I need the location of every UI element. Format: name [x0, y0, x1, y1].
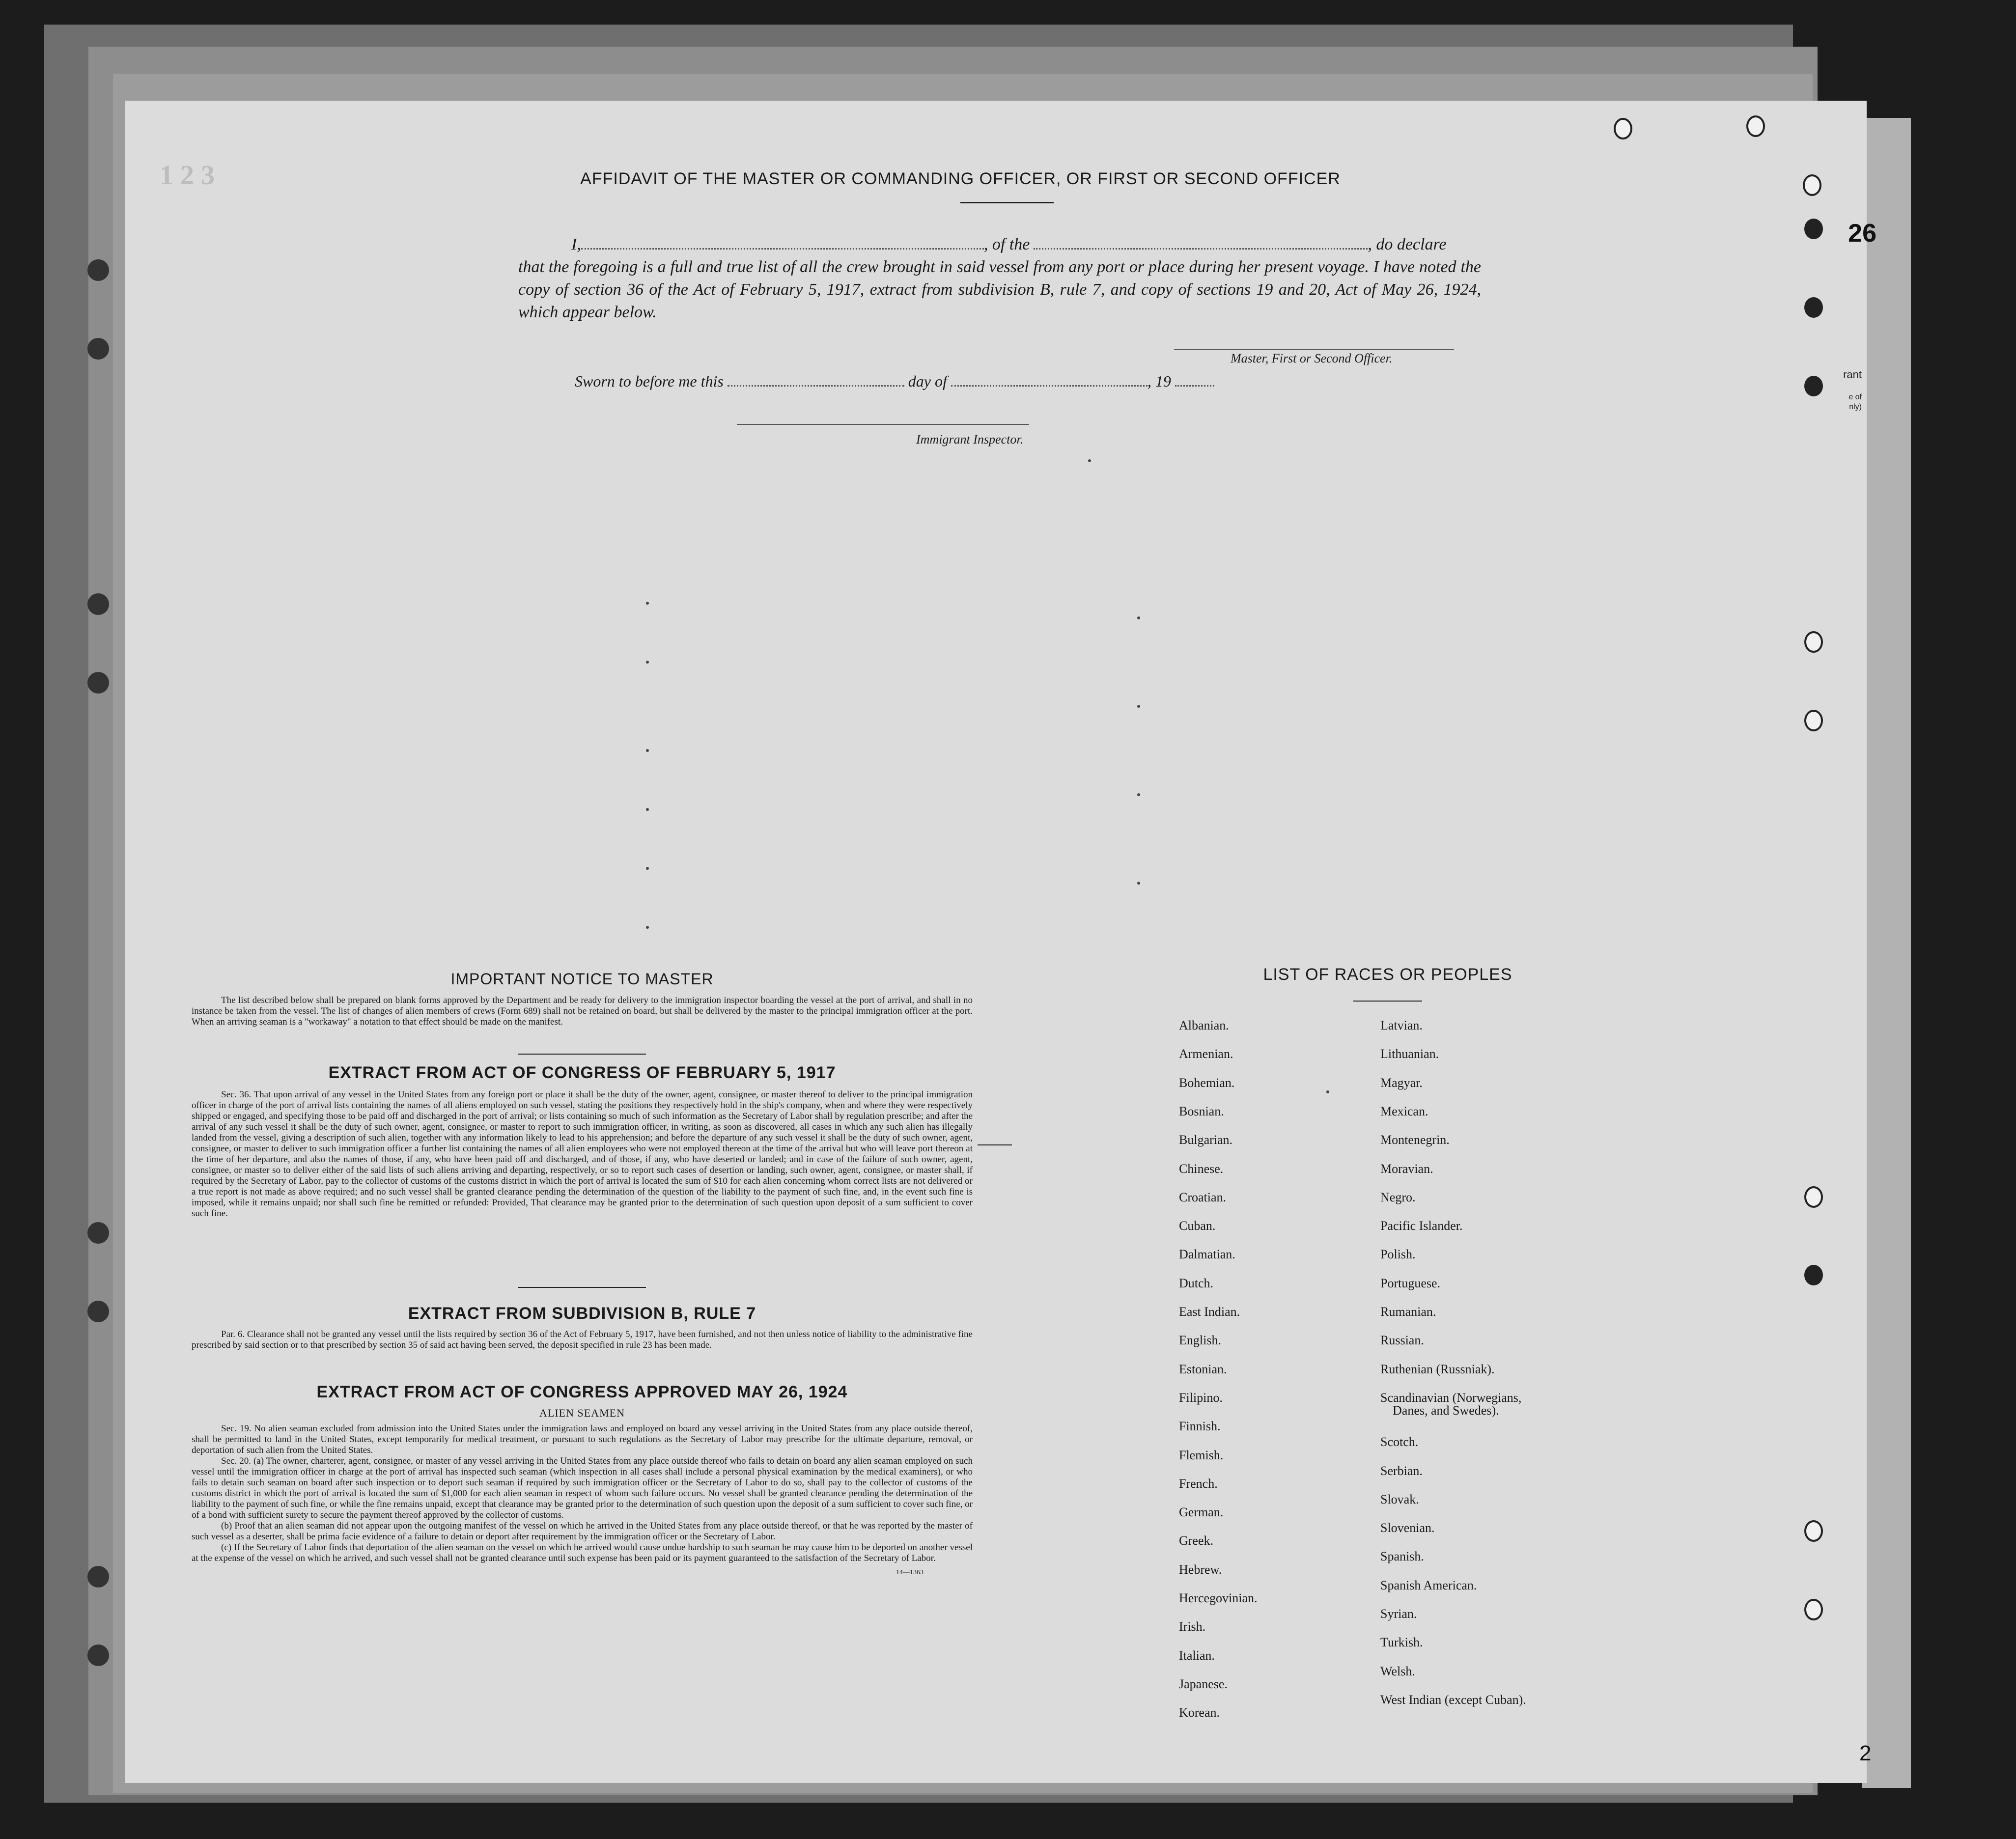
divider — [518, 1287, 646, 1288]
notice-section — [192, 970, 973, 1028]
race-item: Spanish American. — [1380, 1578, 1477, 1592]
edge-label: e of — [1848, 393, 1862, 401]
stray-mark — [646, 661, 649, 664]
extract-1924-subtitle: ALIEN SEAMEN — [539, 1407, 625, 1419]
extract-1924-title: EXTRACT FROM ACT OF CONGRESS APPROVED MAY 26, 1924 — [316, 1383, 848, 1401]
stray-mark — [1326, 1090, 1329, 1093]
background-sheet-edge — [1862, 118, 1911, 1788]
extract-1917-text: Sec. 36. That upon arrival of any vessel in the United States from any foreign port or place it shall be the duty of the owner, agent, consignee, or master thereof to deliver to the principal immigration officer in charge of the port of arrival lists containing the names of all aliens employed on such vessel, stating the positions they respectively hold in the ship's company, when and where they were respectively shipped or engaged, and specifying those to be paid off and discharged in the port of arrival; or lists containing so much of such information as the Secretary of Labor shall by regulation prescribe; and after the arrival of any such vessel it shall be the duty of such owner, agent, consignee, or master to report to such immigration officer, in writing, as soon as discovered, all cases in which any such alien has illegally landed from the vessel, giving a description of such alien, together with any information likely to lead to his apprehension; and before the departure of any such vessel it shall be the duty of such owner, agent, consignee, or master to deliver to such immigration officer a further list containing the names of all alien employees who were not employed thereon at the time of the arrival but who will leave port thereon at the time of her departure, and also the names of those, if any, who have been paid off and discharged, and of those, if any, who have deserted or landed; and in case of the failure of such owner, agent, consignee, or master so to deliver either of the said lists of such aliens arriving and departing, respectively, or so to report such cases of desertion or landing, such owner, agent, consignee, or master shall, if required by the Secretary of Labor, pay to the collector of customs of the customs district in which the port of arrival is located the sum of $10 for each alien concerning whom correct lists are not delivered or a true report is not made as above required; and no such vessel shall be granted clearance pending the determination of the question of the liability to the payment of such fine, and, in the event such fine is imposed, while it remains unpaid; nor shall such fine be remitted or refunded: Provided, That clearance may be granted prior to the determination of such question upon deposit of a sum sufficient to cover such fine. — [192, 1089, 973, 1219]
sworn-year-field[interactable] — [1175, 382, 1214, 387]
race-item: Dalmatian. — [1179, 1247, 1235, 1262]
race-item: Mexican. — [1380, 1104, 1428, 1118]
punch-hole — [1804, 1520, 1823, 1542]
sworn-prefix: Sworn to before me this — [575, 372, 724, 390]
punch-hole — [1804, 631, 1823, 653]
stray-mark — [1137, 616, 1140, 619]
stray-mark — [646, 926, 649, 929]
stray-mark — [646, 749, 649, 752]
punch-hole — [1804, 1186, 1823, 1208]
sec20c-text: (c) If the Secretary of Labor finds that deportation of the alien seaman on the vessel on which he arrived would cause undue hardship to such seaman he may cause him to be deported on another vessel at the expense of the vessel on which he arrived, and such vessel shall not be granted clearance until such expense has been paid or its payment guaranteed to the satisfaction of the Secretary of Labor. — [192, 1542, 973, 1563]
race-item: East Indian. — [1179, 1305, 1240, 1319]
race-item: Bohemian. — [1179, 1075, 1235, 1090]
race-item: Greek. — [1179, 1533, 1214, 1548]
race-item: Albanian. — [1179, 1018, 1229, 1032]
stray-mark — [1137, 793, 1140, 796]
race-item: Estonian. — [1179, 1362, 1227, 1376]
race-item: Croatian. — [1179, 1190, 1227, 1204]
race-item: Magyar. — [1380, 1075, 1423, 1090]
punch-hole — [1804, 1265, 1823, 1285]
stray-mark — [646, 808, 649, 811]
race-item: Bosnian. — [1179, 1104, 1224, 1118]
race-item: Negro. — [1380, 1190, 1416, 1204]
of-the-label: , of the — [983, 235, 1030, 253]
punch-hole — [1804, 376, 1823, 396]
notice-title: IMPORTANT NOTICE TO MASTER — [450, 970, 714, 988]
race-item: Chinese. — [1179, 1161, 1224, 1176]
vessel-name-field[interactable] — [1034, 245, 1368, 250]
race-item: Dutch. — [1179, 1276, 1214, 1290]
race-item: Turkish. — [1380, 1635, 1423, 1650]
sworn-day-field[interactable] — [728, 382, 904, 387]
binder-hole — [87, 593, 109, 615]
race-item: Scandinavian (Norwegians, — [1380, 1390, 1522, 1405]
binder-hole — [87, 672, 109, 694]
divider — [518, 1054, 646, 1055]
race-item: Hercegovinian. — [1179, 1591, 1258, 1605]
race-item: Moravian. — [1380, 1161, 1433, 1176]
master-signature-line[interactable] — [1174, 349, 1454, 350]
race-item: Portuguese. — [1380, 1276, 1441, 1290]
stray-mark — [1137, 705, 1140, 708]
race-item: German. — [1179, 1505, 1224, 1520]
race-item: Montenegrin. — [1380, 1133, 1450, 1147]
punch-hole — [1614, 118, 1632, 139]
stray-mark — [1137, 882, 1140, 885]
binder-hole — [87, 338, 109, 360]
form-number: 14—1363 — [896, 1569, 924, 1576]
declare-label: , do declare — [1368, 235, 1447, 253]
race-item: Welsh. — [1380, 1664, 1415, 1678]
sworn-line — [575, 372, 1214, 390]
extract-1917-section — [192, 1063, 973, 1219]
declarant-i: I, — [571, 235, 581, 253]
binder-hole — [87, 1301, 109, 1322]
notice-text: The list described below shall be prepared on blank forms approved by the Department and be ready for delivery to the immigration inspector boarding the vessel at the port of arrival, and shall in no instance be taken from the vessel. The list of changes of alien members of crews (Form 689) shall not be retained on board, but shall be delivered by the master to the principal immigration officer at the port. When an arriving seaman is a "workaway" a notation to that effect should be made on the manifest. — [192, 995, 973, 1027]
edge-label: rant — [1843, 368, 1862, 381]
sec20a-text: Sec. 20. (a) The owner, charterer, agent, consignee, or master of any vessel arriving in the United States from any place outside thereof who fails to detain on board any alien seaman employed on such vessel until the immigration officer in charge at the port of arrival has inspected such seaman (which inspection in all cases shall include a personal physical examination by the medical examiners), or who fails to detain such seaman on board after such inspection or to deport such seaman if required by such immigration officer or the Secretary of Labor to do so, shall pay to the collector of customs of the customs district in which the port of arrival is located the sum of $1,000 for each alien seaman in respect of whom such failure occurs. No vessel shall be granted clearance pending the determination of the liability to the payment of such fine, or while the fine remains unpaid, except that clearance may be granted prior to the determination of such question upon the deposit of a sum sufficient to cover such fine, or of a bond with sufficient surety to secure the payment thereof approved by the collector of customs. — [192, 1456, 973, 1520]
edge-page-number: 26 — [1848, 219, 1876, 248]
punch-hole — [1746, 115, 1765, 137]
race-item: Rumanian. — [1380, 1305, 1436, 1319]
stray-mark — [646, 867, 649, 870]
race-item: Syrian. — [1380, 1607, 1417, 1621]
race-item: Finnish. — [1179, 1419, 1221, 1434]
race-item: Russian. — [1380, 1333, 1424, 1348]
race-item: Polish. — [1380, 1247, 1416, 1262]
race-item: Filipino. — [1179, 1390, 1223, 1405]
race-item: English. — [1179, 1333, 1221, 1348]
race-item: Pacific Islander. — [1380, 1219, 1463, 1233]
race-item: Slovenian. — [1380, 1521, 1435, 1535]
day-of-label: day of — [908, 372, 947, 390]
year-label: , 19 — [1147, 372, 1171, 390]
master-signature-label: Master, First or Second Officer. — [1231, 351, 1393, 365]
declarant-name-field[interactable] — [581, 245, 984, 250]
binder-hole — [87, 1566, 109, 1588]
race-item: Ruthenian (Russniak). — [1380, 1362, 1495, 1376]
race-item: Slovak. — [1380, 1492, 1419, 1506]
punch-hole — [1803, 174, 1821, 196]
inspector-signature-label: Immigrant Inspector. — [916, 432, 1024, 446]
race-item: Serbian. — [1380, 1463, 1423, 1478]
race-item: Hebrew. — [1179, 1562, 1222, 1577]
affidavit-body — [518, 233, 1481, 324]
binder-hole — [87, 1222, 109, 1244]
punch-hole — [1804, 219, 1823, 239]
extract-1924-section — [192, 1383, 973, 1577]
subdivision-b-section — [192, 1304, 973, 1351]
stray-mark — [646, 602, 649, 605]
binder-hole — [87, 259, 109, 281]
sec19-text: Sec. 19. No alien seaman excluded from admission into the United States under the immigration laws and employed on board any vessel arriving in the United States from any place outside thereof, shall be permitted to land in the United States, except temporarily for medical treatment, or pursuant to such regulations as the Secretary of Labor may prescribe for the ultimate departure, removal, or deportation of such alien from the United States. — [192, 1423, 973, 1455]
affidavit-title: AFFIDAVIT OF THE MASTER OR COMMANDING OFFICER, OR FIRST OR SECOND OFFICER — [580, 169, 1341, 188]
race-item: Bulgarian. — [1179, 1133, 1233, 1147]
document-page — [125, 101, 1876, 1783]
race-item: Italian. — [1179, 1648, 1215, 1663]
binder-hole — [87, 1644, 109, 1666]
divider — [960, 202, 1054, 203]
race-item: Armenian. — [1179, 1047, 1233, 1061]
stray-mark — [1088, 459, 1091, 462]
inspector-signature-line[interactable] — [737, 424, 1029, 425]
race-item: West Indian (except Cuban). — [1380, 1692, 1526, 1707]
race-item: French. — [1179, 1476, 1218, 1491]
edge-label: nly) — [1849, 403, 1862, 411]
race-item: Flemish. — [1179, 1448, 1224, 1462]
divider — [1353, 1001, 1422, 1002]
races-title: LIST OF RACES OR PEOPLES — [1263, 965, 1512, 984]
affidavit-declare-line — [518, 233, 1481, 256]
affidavit-text: that the foregoing is a full and true list of all the crew brought in said vessel from any port or place during her present voyage. I have noted the copy of section 36 of the Act of February 5, 1917, extract from subdivision B, rule 7, and copy of sections 19 and 20, Act of May 26, 1924, which appear below. — [518, 258, 1481, 321]
race-item: Spanish. — [1380, 1549, 1424, 1564]
punch-hole — [1804, 1599, 1823, 1620]
race-item: Latvian. — [1380, 1018, 1423, 1032]
stray-mark — [978, 1144, 1012, 1145]
race-item: Scotch. — [1380, 1435, 1419, 1449]
page-mark: 2 — [1859, 1741, 1872, 1765]
subdivision-b-title: EXTRACT FROM SUBDIVISION B, RULE 7 — [408, 1304, 756, 1323]
race-item: Cuban. — [1179, 1219, 1216, 1233]
race-item: Danes, and Swedes). — [1393, 1403, 1499, 1418]
sec20b-text: (b) Proof that an alien seaman did not appear upon the outgoing manifest of the vessel on which he arrived in the United States from any place outside thereof, or that he was reported by the master of such vessel as a deserter, shall be prima facie evidence of a failure to detain or deport after requirement by the immigration officer or the Secretary of Labor. — [192, 1521, 973, 1542]
sworn-month-field[interactable] — [951, 382, 1148, 387]
extract-1917-title: EXTRACT FROM ACT OF CONGRESS OF FEBRUARY 5, 1917 — [328, 1063, 836, 1082]
subdivision-b-text: Par. 6. Clearance shall not be granted any vessel until the lists required by section 36 of the Act of February 5, 1917, have been furnished, and not then unless notice of liability to the administrative fine prescribed by said section or to that prescribed by section 35 of said act having been served, the deposit specified in rule 23 has been made. — [192, 1329, 973, 1350]
race-item: Korean. — [1179, 1705, 1220, 1720]
punch-hole — [1804, 297, 1823, 318]
race-item: Lithuanian. — [1380, 1047, 1439, 1061]
race-item: Irish. — [1179, 1619, 1206, 1634]
bleed-through-mark: 1 2 3 — [160, 160, 215, 191]
race-item: Japanese. — [1179, 1676, 1228, 1691]
punch-hole — [1804, 710, 1823, 731]
